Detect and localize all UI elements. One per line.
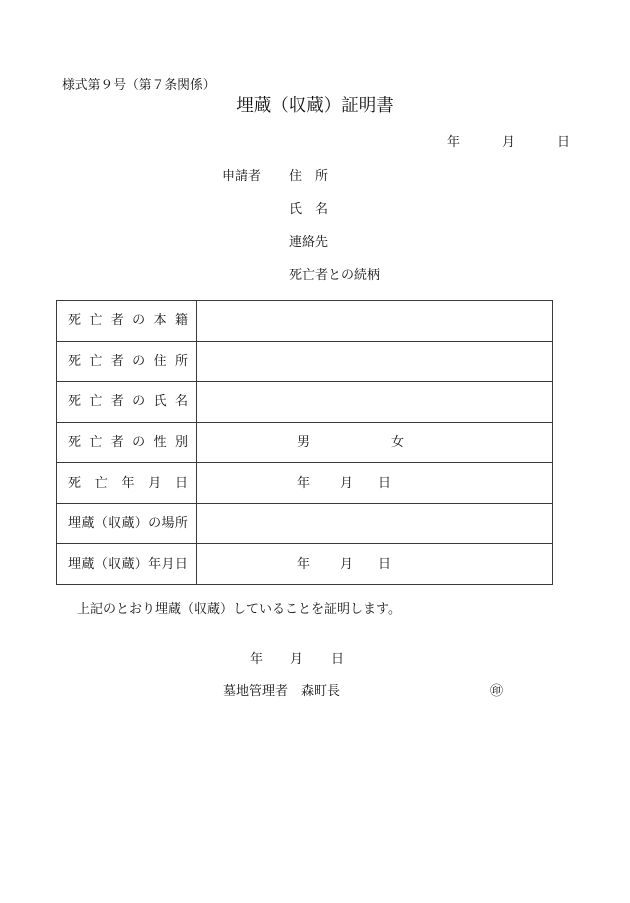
name-value-cell xyxy=(197,382,552,422)
signatory: 墓地管理者 森町長 xyxy=(223,683,341,699)
burial-date-year: 年 xyxy=(297,556,311,572)
label-char: 者 xyxy=(110,353,124,369)
death-date-year: 年 xyxy=(297,475,311,491)
label-char: 収 xyxy=(108,556,122,572)
row-label-cell xyxy=(57,504,197,544)
label-char: 埋 xyxy=(68,516,82,532)
death-date-value-cell xyxy=(197,463,552,503)
label-char: 死 xyxy=(68,353,82,369)
label-char: ） xyxy=(134,556,148,572)
label-char: 年 xyxy=(148,556,162,572)
applicant-name-label: 氏 名 xyxy=(289,201,329,217)
label-char: 亡 xyxy=(89,313,103,329)
document-title: 埋蔵（収蔵）証明書 xyxy=(236,96,394,116)
domicile-label xyxy=(68,314,188,327)
label-char: ） xyxy=(134,516,148,532)
label-char: の xyxy=(132,353,146,369)
death-date-month: 月 xyxy=(340,475,354,491)
burial-date-day: 日 xyxy=(378,556,392,572)
deceased-info-table xyxy=(56,300,553,585)
certification-date-day: 日 xyxy=(331,651,345,667)
label-char: 亡 xyxy=(89,353,103,369)
table-row-death-date xyxy=(57,463,552,504)
death-date-label xyxy=(68,477,188,490)
label-char: 死 xyxy=(68,313,82,329)
form-number: 様式第９号（第７条関係） xyxy=(62,78,216,93)
address-label xyxy=(68,355,188,368)
burial-place-label xyxy=(68,517,188,530)
name-label xyxy=(68,395,188,408)
row-label-cell xyxy=(57,342,197,382)
table-row-domicile xyxy=(57,301,552,342)
label-char: 別 xyxy=(174,435,188,451)
label-char: 者 xyxy=(110,435,124,451)
label-char: 収 xyxy=(108,516,122,532)
label-char: 亡 xyxy=(94,475,108,491)
label-char: 埋 xyxy=(68,556,82,572)
certification-date-year: 年 xyxy=(250,651,264,667)
label-char: 年 xyxy=(121,475,135,491)
label-char: の xyxy=(132,435,146,451)
gender-option-male: 男 xyxy=(297,435,311,451)
label-char: 死 xyxy=(68,475,82,491)
label-char: 性 xyxy=(153,435,167,451)
label-char: 日 xyxy=(174,556,188,572)
label-char: 蔵 xyxy=(81,516,95,532)
label-char: 者 xyxy=(110,394,124,410)
burial-date-month: 月 xyxy=(340,556,354,572)
label-char: 亡 xyxy=(89,435,103,451)
table-row-name xyxy=(57,382,552,423)
burial-date-label xyxy=(68,558,188,571)
seal-mark: ㊞ xyxy=(490,683,504,699)
gender-option-female: 女 xyxy=(391,435,405,451)
applicant-relation-label: 死亡者との続柄 xyxy=(289,267,381,283)
issue-date-year: 年 xyxy=(447,134,461,150)
table-row-burial-date xyxy=(57,544,552,584)
certification-statement: 上記のとおり埋蔵（収蔵）していることを証明します。 xyxy=(77,601,401,617)
gender-value-cell xyxy=(197,423,552,463)
label-char: 所 xyxy=(174,516,188,532)
issue-date-month: 月 xyxy=(502,134,516,150)
table-row-burial-place xyxy=(57,504,552,545)
row-label-cell xyxy=(57,423,197,463)
label-char: 死 xyxy=(68,435,82,451)
label-char: 籍 xyxy=(174,313,188,329)
label-char: 日 xyxy=(174,475,188,491)
label-char: 氏 xyxy=(153,394,167,410)
domicile-value-cell xyxy=(197,301,552,341)
label-char: 死 xyxy=(68,394,82,410)
applicant-heading: 申請者 xyxy=(222,168,262,184)
row-label-cell xyxy=(57,382,197,422)
label-char: （ xyxy=(94,556,108,572)
label-char: 名 xyxy=(174,394,188,410)
row-label-cell xyxy=(57,544,197,584)
label-char: 月 xyxy=(148,475,162,491)
label-char: 者 xyxy=(110,313,124,329)
label-char: 蔵 xyxy=(81,556,95,572)
label-char: 蔵 xyxy=(121,556,135,572)
applicant-address-label: 住 所 xyxy=(289,168,329,184)
burial-date-value-cell xyxy=(197,544,552,584)
label-char: 本 xyxy=(153,313,167,329)
label-char: 月 xyxy=(161,556,175,572)
row-label-cell xyxy=(57,463,197,503)
death-date-day: 日 xyxy=(378,475,392,491)
label-char: の xyxy=(132,394,146,410)
table-row-gender xyxy=(57,423,552,464)
applicant-contact-label: 連絡先 xyxy=(289,234,329,250)
burial-place-value-cell xyxy=(197,504,552,544)
row-label-cell xyxy=(57,301,197,341)
gender-label xyxy=(68,436,188,449)
issue-date-day: 日 xyxy=(557,134,571,150)
table-row-address xyxy=(57,342,552,383)
label-char: の xyxy=(132,313,146,329)
certification-date-month: 月 xyxy=(290,651,304,667)
label-char: 蔵 xyxy=(121,516,135,532)
label-char: の xyxy=(148,516,162,532)
label-char: （ xyxy=(94,516,108,532)
label-char: 所 xyxy=(174,353,188,369)
label-char: 住 xyxy=(153,353,167,369)
label-char: 亡 xyxy=(89,394,103,410)
label-char: 場 xyxy=(161,516,175,532)
address-value-cell xyxy=(197,342,552,382)
